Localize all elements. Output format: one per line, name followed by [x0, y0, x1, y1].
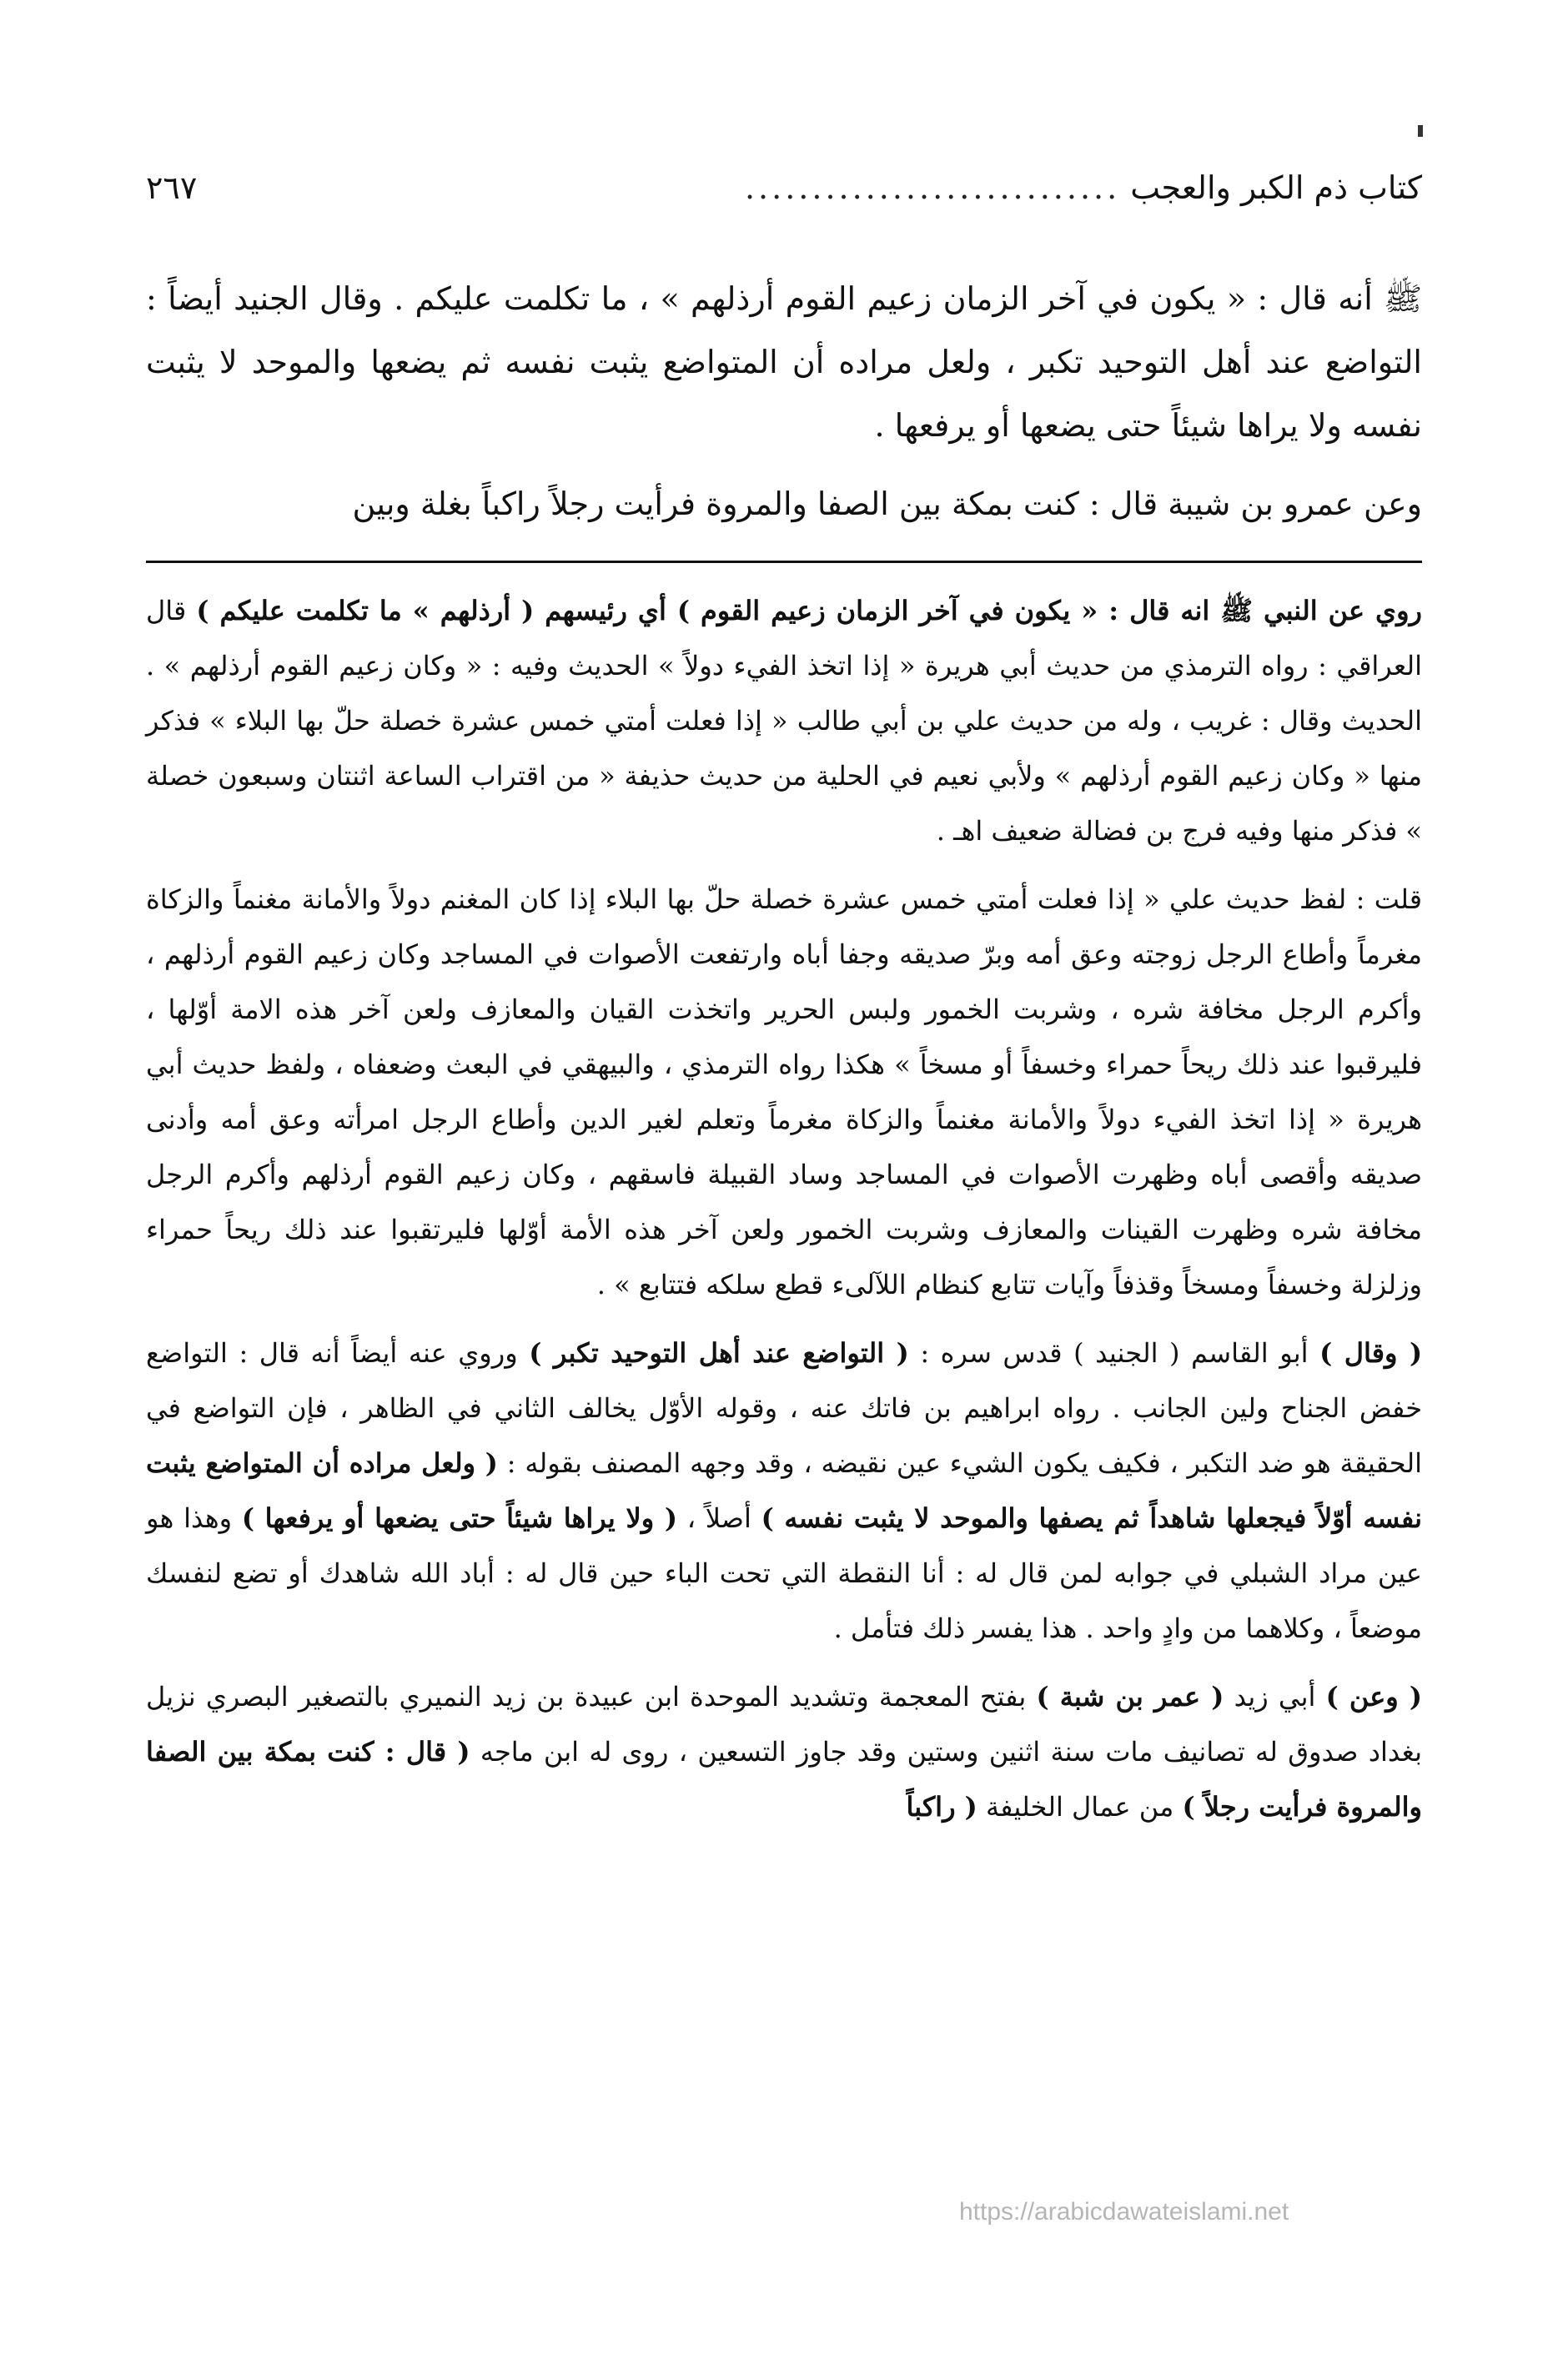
watermark-url: https://arabicdawateislami.net [959, 2198, 1289, 2226]
commentary-text: أبي زيد [1234, 1681, 1316, 1713]
quoted-matn: ( عمر بن شبة ) [1036, 1681, 1224, 1713]
leader-dots: ............................ [744, 169, 1121, 206]
commentary-text: قال العراقي : رواه الترمذي من حديث أبي هريرة « إذا اتخذ الفيء دولاً » الحديث وفيه : « وكان زعيم القوم أرذلهم » . الحديث وقال : غريب ، وله من حديث علي بن أبي طالب « إذا فعلت أمتي خمس عشرة خصلة حلّ بها البلاء » فذكر منها « وكان زعيم القوم أرذلهم » ولأبي نعيم في الحلية من حديث حذيفة « من اقتراب الساعة اثنتان وسبعون خصلة » فذكر منها وفيه فرج بن فضالة ضعيف اهـ . [146, 595, 1423, 847]
scan-mark [1418, 125, 1423, 137]
commentary-paragraph-4 [146, 1669, 1422, 1834]
quoted-matn: ( التواضع عند أهل التوحيد تكبر ) [529, 1337, 909, 1369]
quoted-matn: ( راكباً [906, 1791, 977, 1823]
commentary-text: أصلاً ، [686, 1502, 751, 1534]
chapter-title: كتاب ذم الكبر والعجب [1130, 169, 1422, 206]
quoted-matn: روي عن النبي ﷺ انه قال : « يكون في آخر الزمان زعيم القوم ) أي رئيسهم ( أرذلهم » ما تكلمت عليكم ) [196, 595, 1422, 626]
commentary-text: وهذا هو عين مراد الشبلي في جوابه لمن قال له : أنا النقطة التي تحت الباء حين قال له : أباد الله شاهدك أو تضع لنفسك موضعاً ، وكلاهما من وادٍ واحد . هذا يفسر ذلك فتأمل . [146, 1502, 1422, 1644]
main-paragraph-2: وعن عمرو بن شيبة قال : كنت بمكة بين الصفا والمروة فرأيت رجلاً راكباً بغلة وبين [352, 485, 1422, 522]
quoted-matn: ( وقال ) [1319, 1337, 1423, 1369]
book-page [146, 158, 1422, 1848]
commentary-paragraph-2: قلت : لفظ حديث علي « إذا فعلت أمتي خمس عشرة خصلة حلّ بها البلاء إذا كان المغنم دولاً والأمانة مغنماً والزكاة مغرماً وأطاع الرجل زوجته وعق أمه وبرّ صديقه وجفا أباه وارتفعت الأصوات في المساجد وكان زعيم القوم أرذلهم ، وأكرم الرجل مخافة شره ، وشربت الخمور ولبس الحرير واتخذت القيان والمعازف ولعن آخر هذه الامة أوّلها ، فليرقبوا عند ذلك ريحاً حمراء وخسفاً أو مسخاً » هكذا رواه الترمذي ، والبيهقي في البعث وضعفاه ، ولفظ حديث أبي هريرة « إذا اتخذ الفيء دولاً والأمانة مغنماً والزكاة مغرماً وتعلم لغير الدين وأطاع الرجل امرأته وعق أمه وأدنى صديقه وأقصى أباه وظهرت الأصوات في المساجد وساد القبيلة فاسقهم ، وكان زعيم القوم أرذلهم وأكرم الرجل مخافة شره وظهرت القينات والمعازف وشربت الخمور ولعن آخر هذه الأمة أوّلها فليرتقبوا عند ذلك ريحاً حمراء وزلزلة وخسفاً ومسخاً وقذفاً وآيات تتابع كنظام اللآلىء قطع سلكه فتتابع » . [146, 883, 1423, 1300]
commentary-text: وروي عنه أيضاً أنه قال : التواضع خفض الجناح ولين الجانب . رواه ابراهيم بن فاتك عنه ، وقوله الأوّل يخالف الثاني في الظاهر ، فإن التواضع في الحقيقة هو ضد التكبر ، فكيف يكون الشيء عين نقيضه ، وقد وجهه المصنف بقوله : [146, 1337, 1423, 1479]
running-header [146, 158, 1422, 209]
main-paragraph-1: ﷺ أنه قال : « يكون في آخر الزمان زعيم القوم أرذلهم » ، ما تكلمت عليكم . وقال الجنيد أيضاً : التواضع عند أهل التوحيد تكبر ، ولعل مراده أن المتواضع يثبت نفسه ثم يضعها والموحد لا يثبت نفسه ولا يراها شيئاً حتى يضعها أو يرفعها . [146, 280, 1422, 444]
quoted-matn: ( ولعل مراده أن المتواضع يثبت نفسه أوّلاً فيجعلها شاهداً ثم يصفها والموحد لا يثبت نفسه ) [146, 1447, 1423, 1534]
quoted-matn: ( وعن ) [1325, 1681, 1423, 1713]
commentary-paragraph-1 [146, 583, 1422, 858]
separator-line [146, 561, 1422, 563]
page-number: ٢٦٧ [146, 169, 198, 206]
commentary [146, 583, 1422, 1834]
main-text [146, 267, 1422, 536]
commentary-text: أبو القاسم ( الجنيد ) قدس سره : [920, 1337, 1309, 1369]
quoted-matn: ( ولا يراها شيئاً حتى يضعها أو يرفعها ) [241, 1502, 677, 1534]
commentary-text: بفتح المعجمة وتشديد الموحدة ابن عبيدة بن زيد النميري بالتصغير البصري نزيل بغداد صدوق له تصانيف مات سنة اثنين وستين وقد جاوز التسعين ، روى له ابن ماجه [146, 1681, 1423, 1768]
commentary-text: من عمال الخليفة [985, 1791, 1174, 1823]
commentary-paragraph-3 [146, 1325, 1422, 1656]
quoted-matn: ( قال : كنت بمكة بين الصفا والمروة فرأيت رجلاً ) [146, 1736, 1422, 1823]
